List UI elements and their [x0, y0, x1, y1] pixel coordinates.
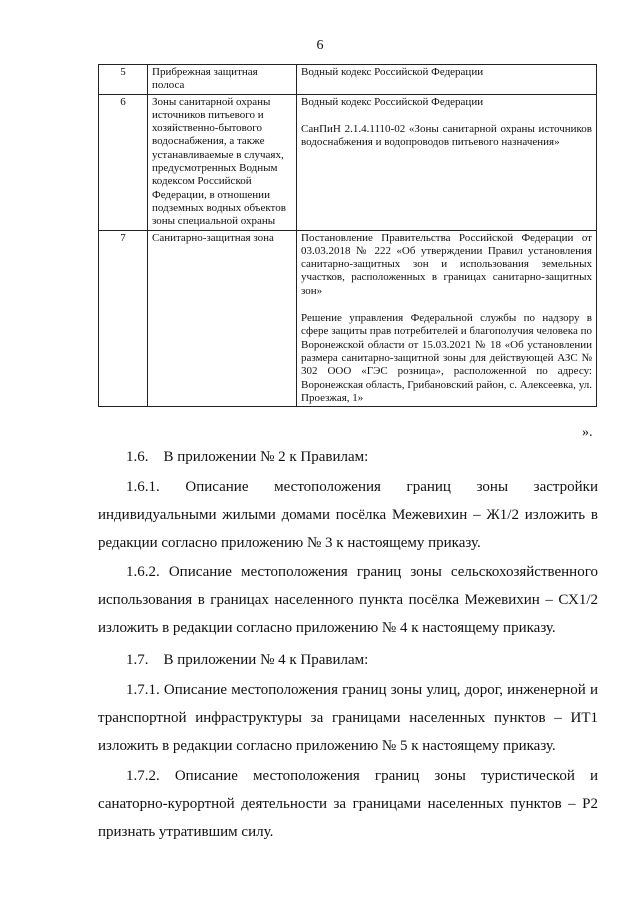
table-row: [99, 230, 597, 407]
legal-basis-item: Решение управления Федеральной службы по надзору в сфере защиты прав потребителей и благополучия человека по Воронежской области от 15.03.2021 № 18 «Об установлении размера санитарно-защитной зоны для действующей АЗС № 302 ООО «ГЭС розница», расположенной по адресу: Воронежская область, Грибановский район, с. Алексеевка, ул. Проезжая, 1»: [301, 312, 592, 404]
table-row: [99, 94, 597, 230]
legal-basis-item: СанПиН 2.1.4.1110-02 «Зоны санитарной охраны источников водоснабжения и водопроводов питьевого назначения»: [301, 122, 592, 149]
legal-basis: [297, 94, 597, 230]
row-number: 7: [99, 230, 148, 407]
row-number: 6: [99, 94, 148, 230]
zone-name: Санитарно-защитная зона: [148, 230, 297, 407]
paragraph: 1.7.2. Описание местоположения границ зоны туристической и санаторно-курортной деятельности за границами населенных пунктов – Р2 признать утратившим силу.: [98, 768, 598, 840]
zones-table: [98, 64, 597, 407]
paragraph: 1.7. В приложении № 4 к Правилам:: [126, 652, 369, 668]
legal-basis-item: Постановление Правительства Российской Федерации от 03.03.2018 № 222 «Об утверждении Правил установления санитарно-защитных зон и использования земельных участков, расположенных в границах санитарно-защитных зон»: [301, 231, 592, 297]
legal-basis: [297, 230, 597, 407]
legal-basis-item: Водный кодекс Российской Федерации: [301, 66, 484, 78]
zone-name: Прибрежная защитная полоса: [148, 65, 297, 95]
paragraph: 1.6. В приложении № 2 к Правилам:: [126, 449, 369, 465]
paragraph: 1.6.1. Описание местоположения границ зоны застройки индивидуальными жилыми домами посёлка Межевихин – Ж1/2 изложить в редакции согласно приложению № 3 к настоящему приказу.: [98, 479, 598, 551]
closing-quote: ».: [582, 425, 593, 440]
page-number: 6: [316, 38, 324, 53]
row-number: 5: [99, 65, 148, 95]
zone-name: Зоны санитарной охраны источников питьевого и хозяйственно-бытового водоснабжения, а также устанавливаемые в случаях, предусмотренных Водным кодексом Российской Федерации, в отношении подземных водных объектов зоны специальной охраны: [148, 94, 297, 230]
table-row: [99, 65, 597, 95]
legal-basis-item: Водный кодекс Российской Федерации: [301, 95, 484, 108]
legal-basis: [297, 65, 597, 95]
paragraph: 1.7.1. Описание местоположения границ зоны улиц, дорог, инженерной и транспортной инфраструктуры за границами населенных пунктов – ИТ1 изложить в редакции согласно приложению № 5 к настоящему приказу.: [98, 682, 598, 754]
paragraph: 1.6.2. Описание местоположения границ зоны сельскохозяйственного использования в границах населенного пункта посёлка Межевихин – СХ1/2 изложить в редакции согласно приложению № 4 к настоящему приказу.: [98, 564, 598, 636]
